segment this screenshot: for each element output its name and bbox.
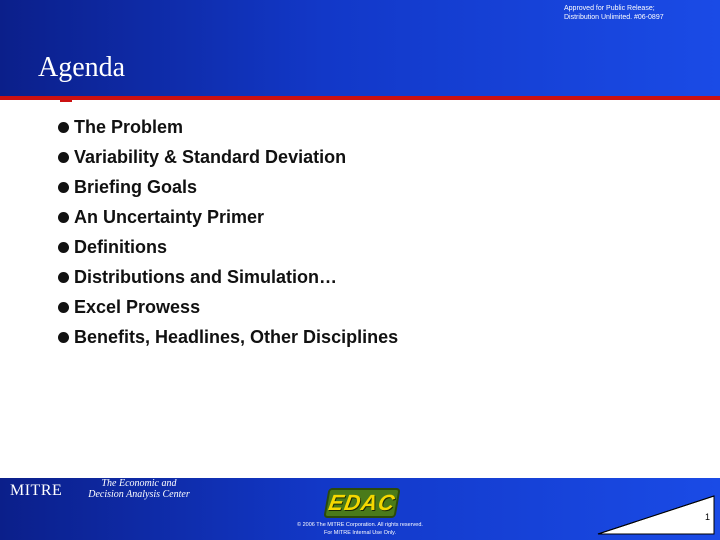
agenda-item-label: Variability & Standard Deviation: [74, 146, 347, 167]
agenda-item: [58, 262, 398, 292]
center-name-line1: The Economic and: [101, 478, 177, 489]
edac-logo-text: EDAC: [326, 490, 398, 515]
agenda-item: [58, 232, 398, 262]
header-banner: [0, 0, 720, 97]
bullet-icon: [58, 272, 69, 283]
agenda-item: [58, 322, 398, 352]
bullet-icon: [58, 212, 69, 223]
release-note-line2: Distribution Unlimited. #06-0897: [564, 14, 664, 21]
bullet-icon: [58, 302, 69, 313]
edac-logo: [323, 488, 400, 518]
copyright-line1: © 2006 The MITRE Corporation. All rights reserved.: [297, 522, 423, 528]
agenda-item: [58, 172, 398, 202]
release-note: [564, 4, 714, 22]
slide-title: Agenda: [38, 52, 126, 83]
agenda-item-label: Distributions and Simulation…: [74, 266, 338, 287]
center-name: [84, 478, 194, 500]
agenda-item: [58, 142, 398, 172]
agenda-item-label: Excel Prowess: [74, 296, 201, 317]
agenda-item-label: The Problem: [74, 116, 184, 137]
divider-tick: [60, 100, 72, 102]
bullet-icon: [58, 122, 69, 133]
agenda-item: [58, 292, 398, 322]
agenda-item-label: An Uncertainty Primer: [74, 206, 265, 227]
copyright-line2: For MITRE Internal Use Only.: [323, 530, 397, 536]
copyright-notice: [270, 521, 450, 537]
release-note-line1: Approved for Public Release;: [564, 5, 655, 12]
title-divider: [0, 96, 720, 100]
agenda-item-label: Benefits, Headlines, Other Disciplines: [74, 326, 399, 347]
center-name-line2: Decision Analysis Center: [88, 489, 190, 500]
mitre-logo: MITRE: [10, 482, 63, 499]
triangle-icon: [596, 494, 716, 536]
page-number: 1: [705, 512, 711, 522]
agenda-item-label: Definitions: [74, 236, 167, 257]
footer-banner: [0, 478, 720, 540]
bullet-icon: [58, 332, 69, 343]
agenda-list: [58, 112, 398, 352]
agenda-item-label: Briefing Goals: [74, 176, 198, 197]
bullet-icon: [58, 152, 69, 163]
agenda-item: [58, 112, 398, 142]
agenda-item: [58, 202, 398, 232]
bullet-icon: [58, 182, 69, 193]
bullet-icon: [58, 242, 69, 253]
